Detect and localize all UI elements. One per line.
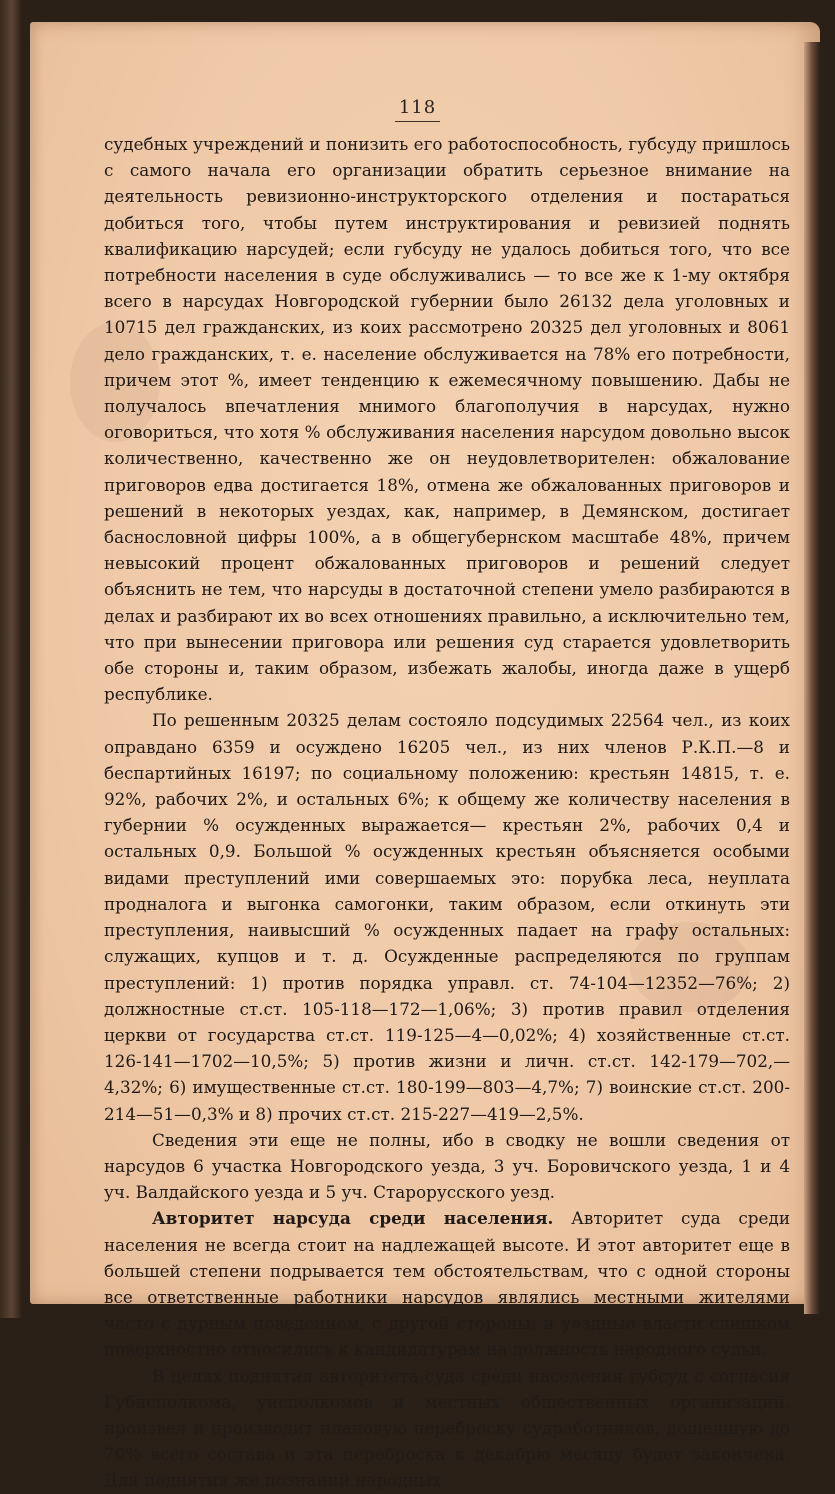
paragraph: Сведения эти еще не полны, ибо в сводку не вошли сведения от нарсудов 6 участка Новгородского уезда, 3 уч. Боровичского уезда, 1 и 4 уч. Валдайского уезда и 5 уч. Старорусского уезд. bbox=[104, 1129, 790, 1203]
page-number-text: 118 bbox=[395, 97, 440, 122]
paragraph: В целях поднятия авторитета суда среди населения губсуд с согласия Губисполкома, уисполкомов и местных общественных организаций, произвел и производит плановую переброску судработников, дошедшую до 70% всего состава и эта переброска к декабрю месяцу будет закончена. Для поднятия же познаний народных bbox=[104, 1365, 790, 1491]
body-text bbox=[104, 131, 790, 1494]
paragraph-with-heading bbox=[104, 1205, 790, 1362]
paragraph: судебных учреждений и понизить его работоспособность, губсуду пришлось с самого начала его организации обратить серьезное внимание на деятельность ревизионно-инструкторского отделения и постараться добиться того, чтобы путем инструктирования и ревизией поднять квалификацию нарсудей; если губсуду не удалось добиться того, что все потребности населения в суде обслуживались — то все же к 1-му октября всего в нарсудах Новгородской губернии было 26132 дела уголовных и 10715 дел гражданских, из коих рассмотрено 20325 дел уголовных и 8061 дело гражданских, т. е. население обслуживается на 78% его потребности, причем этот %, имеет тенденцию к ежемесячному повышению. Дабы не получалось впечатления мнимого благополучия в нарсудах, нужно оговориться, что хотя % обслуживания населения нарсудом довольно высок количественно, качественно же он неудовлетворителен: обжалование приговоров едва достигается 18%, отмена же обжалованных приговоров и решений в некоторых уездах, как, например, в Демянском, достигает баснословной цифры 100%, а в общегубернском масштабе 48%, причем невысокий процент обжалованных приговоров и решений следует объяснить не тем, что нарсуды в достаточной степени умело разбираются в делах и разбирают их во всех отношениях правильно, а исключительно тем, что при вынесении приговора или решения суд старается удовлетворить обе стороны и, таким образом, избежать жалобы, иногда даже в ущерб республике. bbox=[104, 134, 790, 705]
page-edge-shadow bbox=[804, 42, 820, 1314]
section-heading: Авторитет нарсуда среди населения. bbox=[152, 1208, 554, 1229]
page-number bbox=[0, 97, 835, 118]
paragraph: По решенным 20325 делам состояло подсудимых 22564 чел., из коих оправдано 6359 и осуждено 16205 чел., из них членов Р.К.П.—8 и беспартийных 16197; по социальному положению: крестьян 14815, т. е. 92%, рабочих 2%, и остальных 6%; к общему же количеству населения в губернии % осужденных выражается— крестьян 2%, рабочих 0,4 и остальных 0,9. Большой % осужденных крестьян объясняется особыми видами преступлений ими совершаемых это: порубка леса, неуплата продналога и выгонка самогонки, таким образом, если откинуть эти преступления, наивысший % осужденных падает на графу остальных: служащих, купцов и т. д. Осужденные распределяются по группам преступлений: 1) против порядка управл. ст. 74-104—12352—76%; 2) должностные ст.ст. 105-118—172—1,06%; 3) против правил отделения церкви от государства ст.ст. 119-125—4—0,02%; 4) хозяйственные ст.ст. 126-141—1702—10,5%; 5) против жизни и личн. ст.ст. 142-179—702,—4,32%; 6) имущественные ст.ст. 180-199—803—4,7%; 7) воинские ст.ст. 200-214—51—0,3% и 8) прочих ст.ст. 215-227—419—2,5%. bbox=[104, 710, 790, 1124]
paragraph-text: Авторитет суда среди населения не всегда стоит на надлежащей высоте. И этот авторитет еще в большей степени подрывается тем обстоятельствам, что с одной стороны все ответственные работники нарсудов являлись местными жителями часто с дурным поведением, с другой стороны, и уездные власти слишком поверхностно относились к кандидатурам на должность народного судьи. bbox=[104, 1208, 790, 1360]
